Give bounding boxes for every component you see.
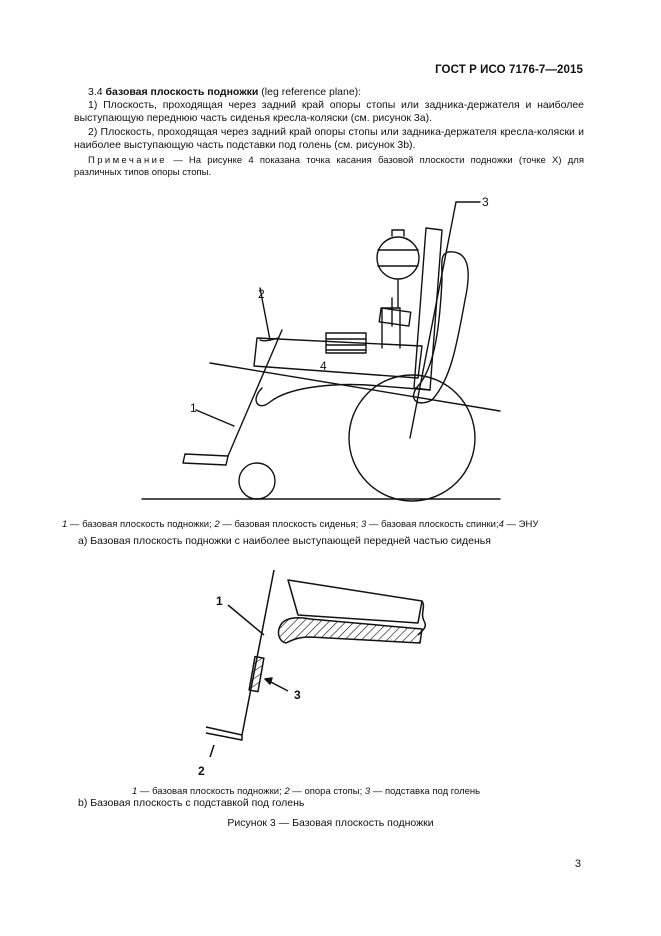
- figure-a-drawing: [130, 190, 510, 510]
- section-3-4: [74, 86, 584, 179]
- legend-a-text-1: — базовая плоскость подножки;: [67, 519, 215, 530]
- head-ballast: [377, 237, 419, 279]
- label-2: 2: [258, 287, 265, 301]
- legend-b-num-1: 1: [132, 786, 138, 797]
- leg-reference-plane: [228, 330, 282, 456]
- legend-a-text-2: — базовая плоскость сиденья;: [219, 519, 361, 530]
- legend-b-text-1: — базовая плоскость подножки;: [137, 786, 285, 797]
- back-bracket: [379, 308, 411, 326]
- label-1: 1: [190, 401, 197, 415]
- leg-rest-pad: [249, 657, 264, 692]
- seat-reference-plane: [210, 363, 500, 411]
- legend-b-text-2: — опора стопы;: [289, 786, 365, 797]
- legend-a-num-1: 1: [62, 519, 68, 530]
- legend-b-num-3: 3: [364, 786, 371, 797]
- figure-b: [190, 565, 450, 780]
- label-4: 4: [320, 359, 327, 373]
- legend-a-num-4: 4: [498, 519, 504, 530]
- definition-item-2: 2) Плоскость, проходящая через задний край опоры стопы или задника-держателя кресла-коляски и наиболее выступающую часть подставки под голень (см. рисунок 3b).: [74, 125, 584, 151]
- standard-header: ГОСТ Р ИСО 7176-7—2015: [435, 64, 583, 76]
- castor-wheel: [239, 463, 275, 499]
- definition-item-1: 1) Плоскость, проходящая через задний край опоры стопы или задника-держателя и наиболее выступающую переднюю часть сиденья кресла-коляски (см. рисунок 3а).: [74, 99, 584, 125]
- legend-a-num-3: 3: [360, 519, 367, 530]
- note: [74, 155, 584, 179]
- figure-a-subcaption: а) Базовая плоскость подножки с наиболее выступающей передней частью сиденья: [78, 535, 491, 547]
- figure-b-subcaption: b) Базовая плоскость с подставкой под голень: [78, 797, 305, 809]
- legend-a-text-4: — ЭНУ: [503, 519, 539, 530]
- term-en: (leg reference plane):: [261, 86, 362, 98]
- seat-b: [288, 580, 422, 623]
- page-number: 3: [574, 858, 581, 870]
- seat-box: [254, 338, 422, 378]
- legend-b-num-2: 2: [284, 786, 290, 797]
- note-label: Примечание: [88, 155, 167, 167]
- footrest: [183, 454, 228, 465]
- back-post: [382, 308, 400, 348]
- footrest-b: [206, 727, 242, 740]
- leg-plane-b: [242, 570, 274, 735]
- rear-wheel: [349, 375, 475, 501]
- section-number: 3.4: [88, 86, 103, 98]
- figure-a-legend: [62, 519, 538, 530]
- label-b-3: 3: [294, 688, 301, 702]
- figure-b-legend: [132, 786, 480, 797]
- figure-b-drawing: [190, 565, 450, 780]
- label-3: 3: [482, 195, 489, 209]
- label-b-2: 2: [198, 764, 205, 778]
- legend-a-text-3: — базовая плоскость спинки;: [366, 519, 499, 530]
- term-definition: [74, 86, 584, 99]
- label-b-1: 1: [216, 594, 223, 608]
- legend-a-num-2: 2: [214, 519, 220, 530]
- term-ru: базовая плоскость подножки: [105, 86, 259, 98]
- figure-a: [130, 190, 510, 510]
- note-text: — На рисунке 4 показана точка касания базовой плоскости подножки (точке X) для различных типов опоры стопы.: [74, 155, 584, 179]
- legend-b-text-3: — подставка под голень: [370, 786, 481, 797]
- figure-title: Рисунок 3 — Базовая плоскость подножки: [227, 817, 434, 829]
